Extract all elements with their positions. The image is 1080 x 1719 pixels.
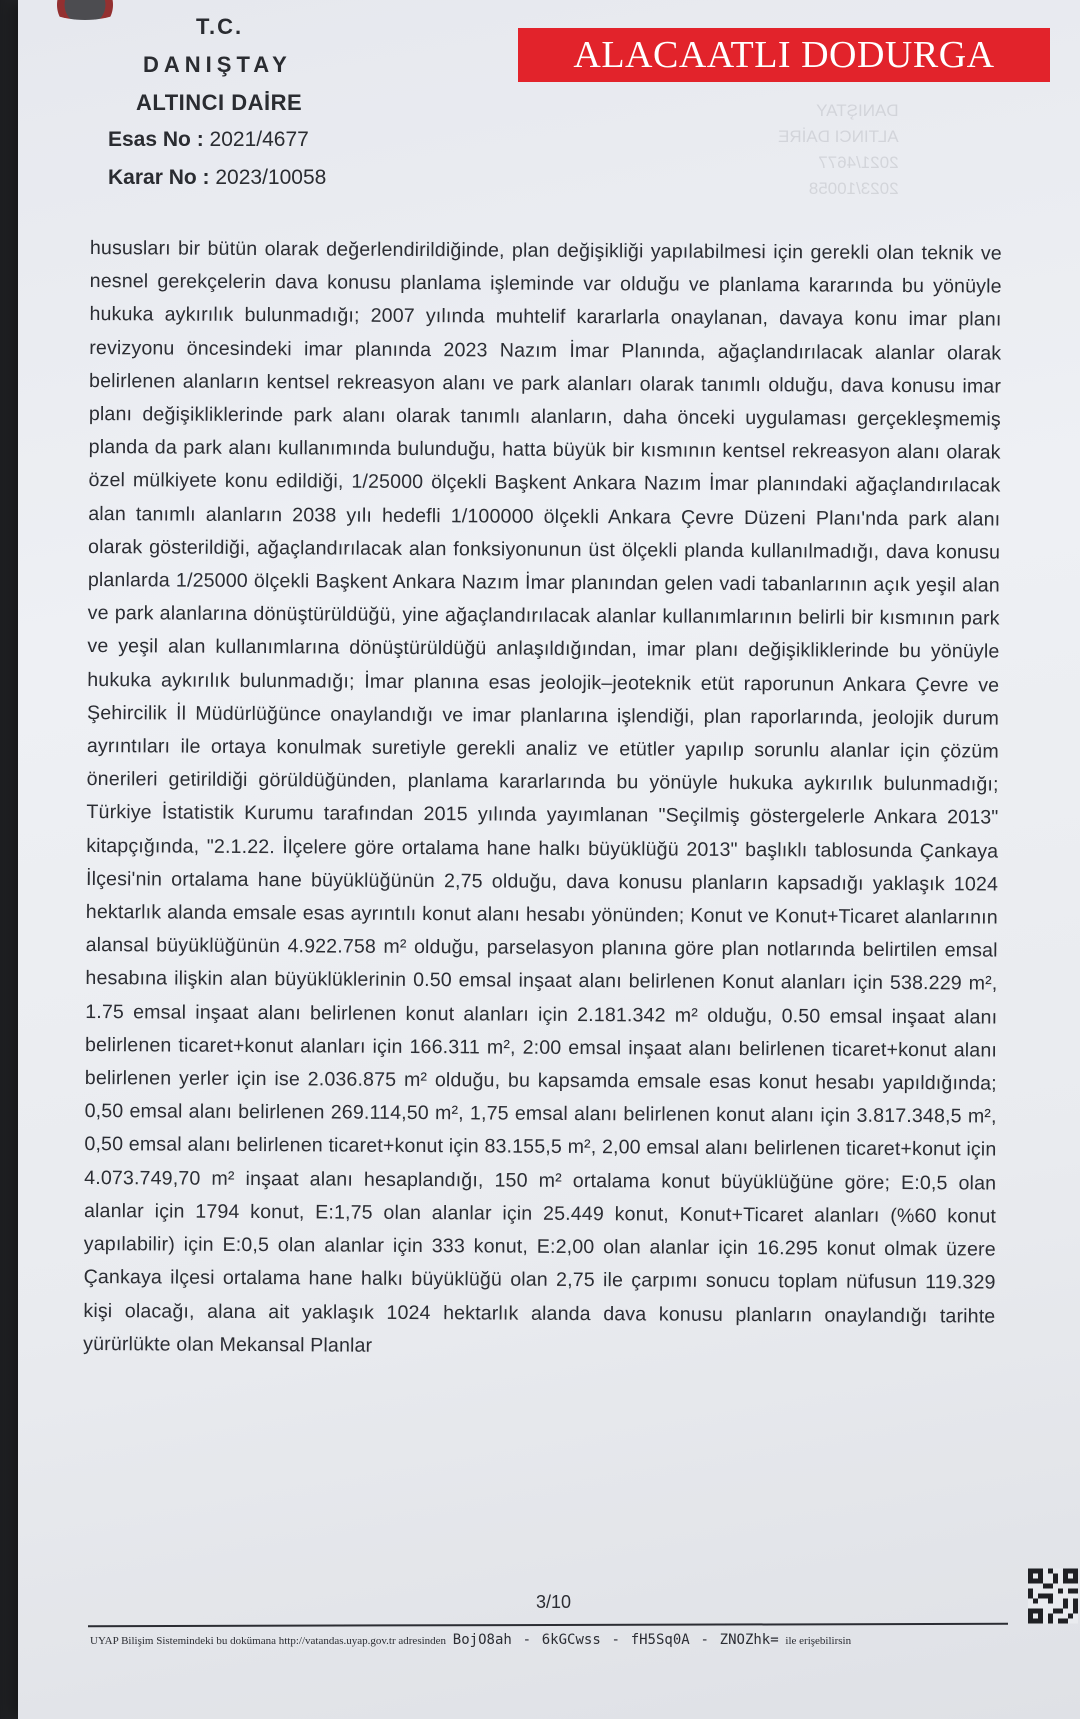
court-name: DANIŞTAY [143, 52, 292, 77]
page-number: 3/10 [536, 1592, 572, 1612]
esas-value: 2021/4677 [209, 128, 309, 151]
code-separator: - [700, 1632, 709, 1648]
bleed-through-text: DANIŞTAY ALTINCI DAİRE 2021/4677 2023/10058 [778, 101, 899, 198]
access-code-3: fH5Sq0A [630, 1632, 690, 1648]
document-page [18, 0, 1080, 1719]
uyap-footer [90, 1632, 1030, 1648]
karar-number-row: Karar No : 2023/10058 [108, 166, 327, 189]
karar-label: Karar No [108, 166, 197, 189]
footer-suffix: ile erişebilirsin [785, 1635, 852, 1647]
code-separator: - [611, 1632, 620, 1648]
footer-divider [88, 1623, 1008, 1627]
footer-prefix: UYAP Bilişim Sistemindeki bu dokümana http://vatandas.uyap.gov.tr adresinden [90, 1635, 447, 1647]
code-separator: - [522, 1632, 531, 1648]
esas-label: Esas No [108, 128, 191, 151]
body-paragraph: hususları bir bütün olarak değerlendirildiğinde, plan değişikliği yapılabilmesi için gerekli olan teknik ve nesnel gerekçelerin dava konusu planlama işleminde var olduğu ve planlama kararında bu yönüyle hukuka aykırılık bulunmadığı; 2007 yılında muhtelif kararlarla onaylanan, davaya konu imar planı revizyonu öncesindeki imar planında 2023 Nazım İmar Planında, ağaçlandırılacak alanlar olarak belirlenen alanların kentsel rekreasyon alanı ve park alanları olarak tanımlı olduğu, dava konusu imar planı değişikliklerinde park alanı olarak tanımlı alanların, daha önceki uygulaması gerçekleşmemiş planda da park alanı kullanımında bulunduğu, hatta büyük bir kısmının kentsel rekreasyon alanı olarak özel mülkiyete konu edildiği, 1/25000 ölçekli Başkent Ankara Nazım İmar planındaki ağaçlandırılacak alan tanımlı alanların 2038 yılı hedefli 1/100000 ölçekli Ankara Çevre Düzeni Planı'nda park alanı olarak gösterildiği, ağaçlandırılacak alan fonksiyonunun üst ölçekli planda kullanılmadığı, dava konusu planlarda 1/25000 ölçekli Başkent Ankara Nazım İmar planından gelen vadi tabanlarının açık yeşil alan ve park alanlarına dönüştürüldüğü, yine ağaçlandırılacak alanlar kullanımlarının belirli bir kısmının park ve yeşil alan kullanımlarına dönüştürüldüğü anlaşıldığından, imar planı değişikliklerinde bu yönüyle hukuka aykırılık bulunmadığı; İmar planına esas jeolojik–jeoteknik etüt raporunun Ankara Çevre ve Şehircilik İl Müdürlüğünce onaylandığı ve imar planlarına işlendiği, plan raporlarında, jeolojik durum ayrıntıları ile ortaya konulmak suretiyle gerekli analiz ve etütler yapılıp sorunlu alanlar için çözüm önerileri getirildiği görüldüğünden, planlama kararlarında bu yönüyle hukuka aykırılık bulunmadığı; Türkiye İstatistik Kurumu tarafından 2015 yılında yayımlanan "Seçilmiş göstergelerle Ankara 2013" kitapçığında, "2.1.22. İlçelere göre ortalama hane halkı büyüklüğü 2013" başlıklı tablosunda Çankaya İlçesi'nin ortalama hane büyüklüğünün 2,75 olduğu, dava konusu planların kapsadığı yaklaşık 1024 hektarlık alanda emsale esas ayrıntılı konut alanı hesabı yönünden; Konut ve Konut+Ticaret alanlarının alansal büyüklüğünün 4.922.758 m² olduğu, parselasyon planına göre plan notlarında belirtilen emsal hesabına ilişkin alan büyüklüklerinin 0.50 emsal inşaat alanı belirlenen Konut alanları için 538.229 m², 1.75 emsal inşaat alanı belirlenen konut alanları için 2.181.342 m² olduğu, 0.50 emsal inşaat alanı belirlenen ticaret+konut alanları için 166.311 m², 2:00 emsal inşaat alanı belirlenen ticaret+konut alanı belirlenen yerler için ise 2.036.875 m² olduğu, bu kapsamda emsale esas konut hesabı yapıldığında; 0,50 emsal alanı belirlenen 269.114,50 m², 1,75 emsal alanı belirlenen konut alanı için 3.817.348,5 m², 0,50 emsal alanı belirlenen ticaret+konut için 83.155,5 m², 2,00 emsal alanı belirlenen ticaret+konut için 4.073.749,70 m² inşaat alanı hesaplandığı, 150 m² ortalama konut büyüklüğüne göre; E:0,5 olan alanlar için 1794 konut, E:1,75 olan alanlar için 25.449 konut, Konut+Ticaret alanları (%60 konut yapılabilir) için E:0,5 olan alanlar için 333 konut, E:2,00 olan alanlar için 16.295 konut olmak üzere Çankaya ilçesi ortalama hane halkı büyüklüğü olan 2,75 ile çarpımı sonucu toplam nüfusun 119.329 kişi olacağı, alana ait yaklaşık 1024 hektarlık alanda dava konusu planların onaylandığı tarihte yürürlükte olan Mekansal Planlar [83, 236, 1002, 1357]
karar-value: 2023/10058 [215, 166, 327, 189]
qr-code-icon [1028, 1568, 1078, 1624]
access-code-4: ZNOZhk= [719, 1632, 779, 1648]
access-code-1: BojO8ah [452, 1632, 512, 1648]
access-code-2: 6kGCwss [541, 1632, 601, 1648]
stamp-mark [40, 0, 130, 20]
esas-number-row: Esas No : 2021/4677 [108, 128, 309, 151]
chamber-name: ALTINCI DAİRE [136, 90, 303, 115]
country-label: T.C. [196, 14, 244, 39]
overlay-banner: ALACAATLI DODURGA [518, 28, 1050, 82]
document-body [83, 232, 1002, 1366]
